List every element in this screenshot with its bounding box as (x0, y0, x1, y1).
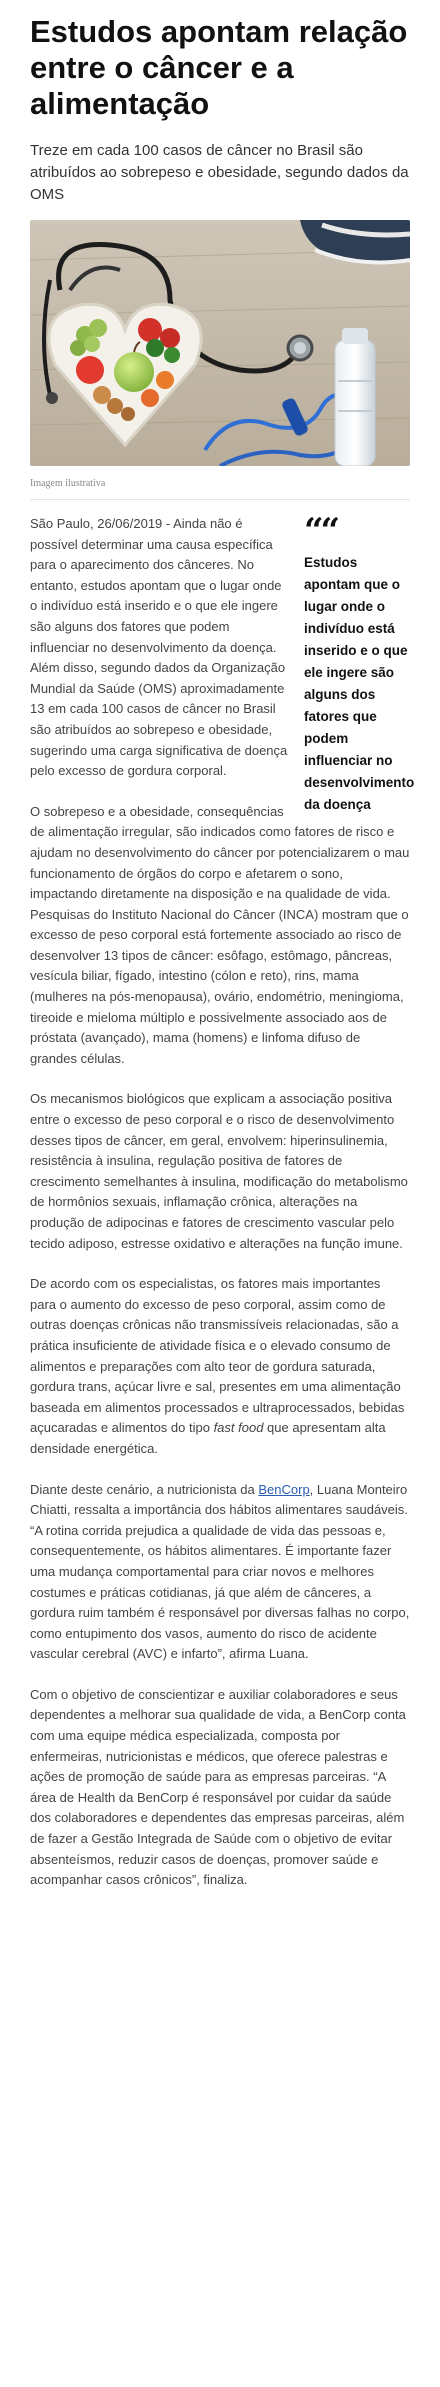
bencorp-link[interactable]: BenCorp (258, 1481, 310, 1497)
paragraph-mechanisms: Os mecanismos biológicos que explicam a associação positiva entre o excesso de peso corporal e o risco de desenvolvimento desses tipos de câncer, em geral, envolvem: hiperinsulinemia, resistência à insulina, regulação positiva de fatores de crescimento semelhantes à insulina, modificação do metabolismo de hormônios sexuais, inflamação crônica, alterações na produção de adipocinas e fatores de crescimento vascular pelo tecido adiposo, estresse oxidativo e alterações na função imune. (30, 1091, 408, 1251)
paragraph-nutritionist (30, 1480, 410, 1665)
paragraph-bencorp: Com o objetivo de conscientizar e auxiliar colaboradores e seus dependentes a melhorar sua qualidade de vida, a BenCorp conta com uma equipe médica especializada, composta por enfermeiras, nutricionistas e médicos, que oferece palestras e ações de promoção de saúde para as empresas parceiras. “A área de Health da BenCorp é responsável por cuidar da saúde dos colaboradores e dependentes das empresas parceiras, além de fazer a Gestão Integrada de Saúde com o objetivo de evitar absenteísmos, reduzir casos de doenças, promover saúde e acompanhar casos crônicos”, finaliza. (30, 1686, 406, 1888)
image-caption: Imagem ilustrativa (30, 478, 106, 489)
emphasis-fast-food: fast food (213, 1420, 264, 1436)
paragraph-risk-factors: O sobrepeso e a obesidade, consequências de alimentação irregular, são indicados como fatores de risco e ajudam no desenvolvimento do câncer por potencializarem o mau funcionamento de órgãos do corpo e afetarem o sono, impactando diretamente na disposição e na qualidade de vida. Pesquisas do Instituto Nacional do Câncer (INCA) mostram que o excesso de peso corporal está fortemente associado ao risco de desenvolver 13 tipos de câncer: esôfago, estômago, pâncreas, vesícula biliar, fígado, intestino (cólon e reto), rins, mama (mulheres na pós-menopausa), ovário, endométrio, meningioma, tireoide e mieloma múltiplo e possivelmente associado aos de próstata (avançado), mama (homens) e linfoma difuso de grandes células. (30, 803, 410, 1066)
paragraph-intro: São Paulo, 26/06/2019 - Ainda não é possível determinar uma causa específica para o aparecimento dos cânceres. No entanto, estudos apontam que o lugar onde o indivíduo está inserido e o que ele ingere são alguns dos fatores que podem influenciar no desenvolvimento da doença. Além disso, segundo dados da Organização Mundial da Saúde (OMS) aproximadamente 13 em cada 100 casos de câncer no Brasil são atribuídos ao sobrepeso e obesidade, sugerindo uma carga significativa de doença pelo excesso de gordura corporal. (30, 516, 288, 779)
divider (30, 499, 410, 500)
paragraph-specialists (30, 1274, 410, 1459)
pull-quote-text: Estudos apontam que o lugar onde o indivíduo está inserido e o que ele ingere são alguns dos fatores que podem influenciar no desenvolvimento da doença (304, 555, 415, 812)
water-bottle (335, 328, 375, 466)
hero-image (30, 220, 410, 466)
paragraph-text: Diante deste cenário, a nutricionista da (30, 1481, 259, 1497)
quote-icon: ““ (304, 511, 338, 551)
article-title: Estudos apontam relação entre o câncer e a alimentação (30, 14, 408, 121)
article-subtitle: Treze em cada 100 casos de câncer no Brasil são atribuídos ao sobrepeso e obesidade, segundo dados da OMS (30, 142, 409, 203)
pull-quote (304, 511, 416, 816)
article-body (30, 511, 415, 1891)
paragraph-text: De acordo com os especialistas, os fatores mais importantes para o aumento do excesso de peso corporal, assim como de outras doenças crônicas não transmissíveis relacionadas, são a prática insuficiente de atividade física e o elevado consumo de alimentos e preparações com alto teor de gordura saturada, gordura trans, açúcar livre e sal, presentes em uma alimentação baseada em alimentos processados e ultraprocessados, bebidas açucaradas e alimentos do tipo (30, 1276, 405, 1436)
paragraph-text: , Luana Monteiro Chiatti, ressalta a importância dos hábitos alimentares saudáveis. “A rotina corrida prejudica a qualidade de vida das pessoas e, consequentemente, os hábitos alimentares. É importante fazer uma mudança comportamental para criar novos e melhores costumes e práticas cotidianas, já que além de cânceres, a gordura ruim também é responsável por diversas falhas no corpo, como entupimento dos vasos, aumento do risco de acidente vascular cerebral (AVC) e infarto”, afirma Luana. (30, 1481, 410, 1662)
paragraph-text: que apresentam alta densidade energética. (30, 1420, 386, 1456)
